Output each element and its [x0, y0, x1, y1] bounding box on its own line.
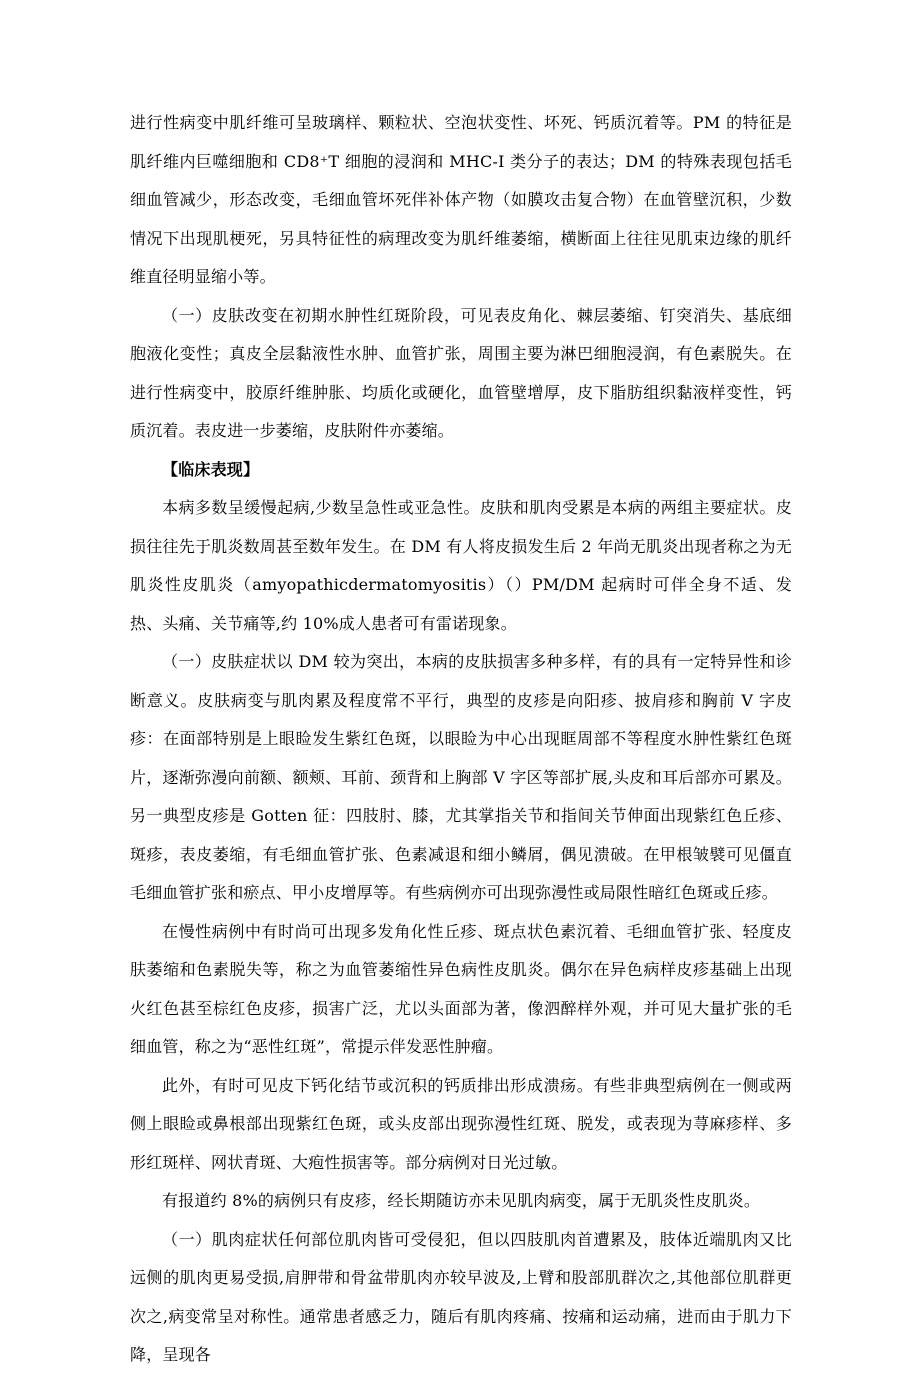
paragraph-skin-changes: （一）皮肤改变在初期水肿性红斑阶段，可见表皮角化、棘层萎缩、钉突消失、基底细胞液化变性；真皮全层黏液性水肿、血管扩张，周围主要为淋巴细胞浸润，有色素脱失。在进行性病变中，胶原纤维肿胀、均质化或硬化，血管壁增厚，皮下脂肪组织黏液样变性，钙质沉着。表皮进一步萎缩，皮肤附件亦萎缩。 — [130, 305, 792, 440]
paragraph-muscle-symptoms: （一）肌肉症状任何部位肌肉皆可受侵犯，但以四肢肌肉首遭累及，肢体近端肌肉又比远侧的肌肉更易受损,肩胛带和骨盆带肌肉亦较早波及,上臂和股部肌群次之,其他部位肌群更次之,病变常呈对称性。通常患者感乏力，随后有肌肉疼痛、按痛和运动痛，进而由于肌力下降，呈现各 — [130, 1229, 792, 1364]
paragraph-chronic-cases: 在慢性病例中有时尚可出现多发角化性丘疹、斑点状色素沉着、毛细血管扩张、轻度皮肤萎缩和色素脱失等，称之为血管萎缩性异色病性皮肌炎。偶尔在异色病样皮疹基础上出现火红色甚至棕红色皮疹，损害广泛，尤以头面部为著，像泗醉样外观，并可见大量扩张的毛细血管，称之为“恶性红斑”，常提示伴发恶性肿瘤。 — [130, 921, 792, 1056]
paragraph-disease-onset: 本病多数呈缓慢起病,少数呈急性或亚急性。皮肤和肌肉受累是本病的两组主要症状。皮损往往先于肌炎数周甚至数年发生。在 DM 有人将皮损发生后 2 年尚无肌炎出现者称之为无肌炎性皮肌炎（amyopathicdermatomyositis）（）PM/DM 起病时可伴全身不适、发热、头痛、关节痛等,约 10%成人患者可有雷诺现象。 — [130, 498, 792, 633]
paragraph-rash-only-cases: 有报道约 8%的病例只有皮疹，经长期随访亦未见肌肉病变，属于无肌炎性皮肌炎。 — [162, 1191, 761, 1210]
paragraph-atypical-cases: 此外，有时可见皮下钙化结节或沉积的钙质排出形成溃疡。有些非典型病例在一侧或两侧上眼睑或鼻根部出现紫红色斑，或头皮部出现弥漫性红斑、脱发，或表现为荨麻疹样、多形红斑样、网状青斑、大疱性损害等。部分病例对日光过敏。 — [130, 1075, 792, 1172]
section-heading-clinical-manifestations: 【临床表现】 — [162, 459, 260, 479]
paragraph-pathology-muscle: 进行性病变中肌纤维可呈玻璃样、颗粒状、空泡状变性、坏死、钙质沉着等。PM 的特征是肌纤维内巨噬细胞和 CD8⁺T 细胞的浸润和 MHC-I 类分子的表达；DM 的特殊表现包括毛细血管减少，形态改变，毛细血管坏死伴补体产物（如膜攻击复合物）在血管壁沉积，少数情况下出现肌梗死，另具特征性的病理改变为肌纤维萎缩，横断面上往往见肌束边缘的肌纤维直径明显缩小等。 — [130, 113, 792, 286]
paragraph-skin-symptoms: （一）皮肤症状以 DM 较为突出，本病的皮肤损害多种多样，有的具有一定特异性和诊断意义。皮肤病变与肌肉累及程度常不平行，典型的皮疹是向阳疹、披肩疹和胸前 V 字皮疹：在面部特别是上眼睑发生紫红色斑，以眼睑为中心出现眶周部不等程度水肿性紫红色斑片，逐渐弥漫向前额、额颊、耳前、颈背和上胸部 V 字区等部扩展,头皮和耳后部亦可累及。另一典型皮疹是 Gotten 征：四肢肘、膝，尤其掌指关节和指间关节伸面出现紫红色丘疹、斑疹，表皮萎缩，有毛细血管扩张、色素减退和细小鳞屑，偶见溃破。在甲根皱襞可见僵直毛细血管扩张和瘀点、甲小皮增厚等。有些病例亦可出现弥漫性或局限性暗红色斑或丘疹。 — [130, 652, 792, 902]
